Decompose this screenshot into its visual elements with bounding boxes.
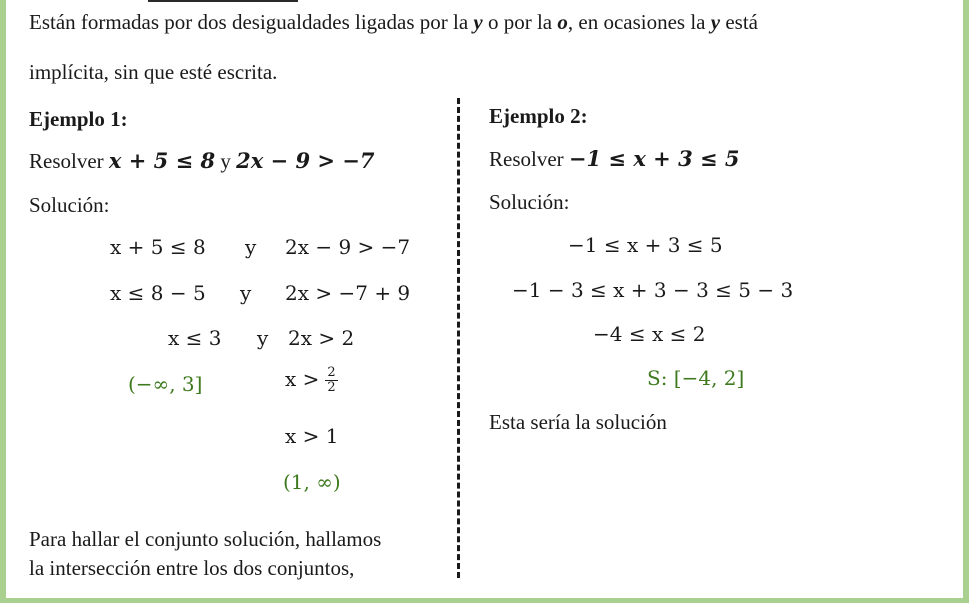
- ex2-note: Esta sería la solución: [489, 410, 667, 434]
- example-1-prompt-ineq-1: x + 5 ≤ 8: [108, 148, 216, 173]
- example-1-heading: Ejemplo 1:: [29, 107, 128, 131]
- ex1-fraction: [325, 366, 337, 395]
- ex2-step-2: −1 − 3 ≤ x + 3 − 3 ≤ 5 − 3: [512, 278, 794, 302]
- intro-y-1: y: [473, 10, 483, 34]
- ex1-conclusion-line-2: la intersección entre los dos conjuntos,: [29, 556, 355, 580]
- ex1-simplified: x > 1: [285, 424, 339, 448]
- intro-line-2: implícita, sin que esté escrita.: [29, 60, 278, 84]
- ex1-row-2-left: x ≤ 8 − 5: [110, 281, 206, 305]
- right-green-border: [963, 0, 969, 603]
- ex1-frac-den: 2: [327, 380, 336, 395]
- ex1-row-1-left: x + 5 ≤ 8: [110, 235, 206, 259]
- ex1-row-2-conj: y: [240, 281, 252, 305]
- intro-text-c: , en ocasiones la: [567, 10, 711, 34]
- top-rule: [148, 0, 298, 2]
- example-1-solution-label: Solución:: [29, 193, 110, 217]
- ex1-frac-lhs: x >: [285, 367, 320, 391]
- example-2-solution-label: Solución:: [489, 190, 570, 214]
- ex1-frac-num: 2: [327, 365, 336, 380]
- intro-o: o: [557, 10, 568, 34]
- example-2-prompt-label: Resolver: [489, 147, 569, 171]
- ex2-step-3: −4 ≤ x ≤ 2: [593, 322, 706, 346]
- intro-y-2: y: [710, 10, 721, 34]
- example-2-prompt: [489, 146, 740, 172]
- ex1-conclusion-line-1: Para hallar el conjunto solución, hallamos: [29, 527, 382, 551]
- bottom-green-border: [0, 598, 969, 603]
- column-divider: [457, 98, 460, 578]
- example-1-prompt-label: Resolver: [29, 149, 109, 173]
- ex1-frac-row: [285, 366, 338, 395]
- ex1-row-2-right: 2x > −7 + 9: [285, 281, 411, 305]
- ex1-row-1-conj: y: [245, 235, 257, 259]
- example-2-prompt-ineq: −1 ≤ x + 3 ≤ 5: [568, 146, 740, 171]
- ex1-row-3-left: x ≤ 3: [168, 326, 222, 350]
- ex1-row-1-right: 2x − 9 > −7: [285, 235, 411, 259]
- intro-text-a: Están formadas por dos desigualdades ligadas por la: [29, 10, 474, 34]
- ex2-answer: S: [−4, 2]: [647, 366, 745, 390]
- example-1-prompt-and: y: [215, 149, 237, 173]
- ex1-interval-left: (−∞, 3]: [128, 372, 203, 396]
- ex1-row-3-conj: y: [257, 326, 269, 350]
- ex1-interval-right: (1, ∞): [283, 470, 341, 494]
- example-1-prompt-ineq-2: 2x − 9 > −7: [236, 148, 375, 173]
- intro-line-1: [29, 10, 758, 35]
- ex1-row-3-right: 2x > 2: [288, 326, 355, 350]
- example-1-prompt: [29, 148, 374, 174]
- example-2-heading: Ejemplo 2:: [489, 104, 588, 128]
- intro-text-b: o por la: [482, 10, 558, 34]
- intro-text-d: está: [720, 10, 758, 34]
- ex2-step-1: −1 ≤ x + 3 ≤ 5: [568, 233, 723, 257]
- left-green-border: [0, 0, 6, 603]
